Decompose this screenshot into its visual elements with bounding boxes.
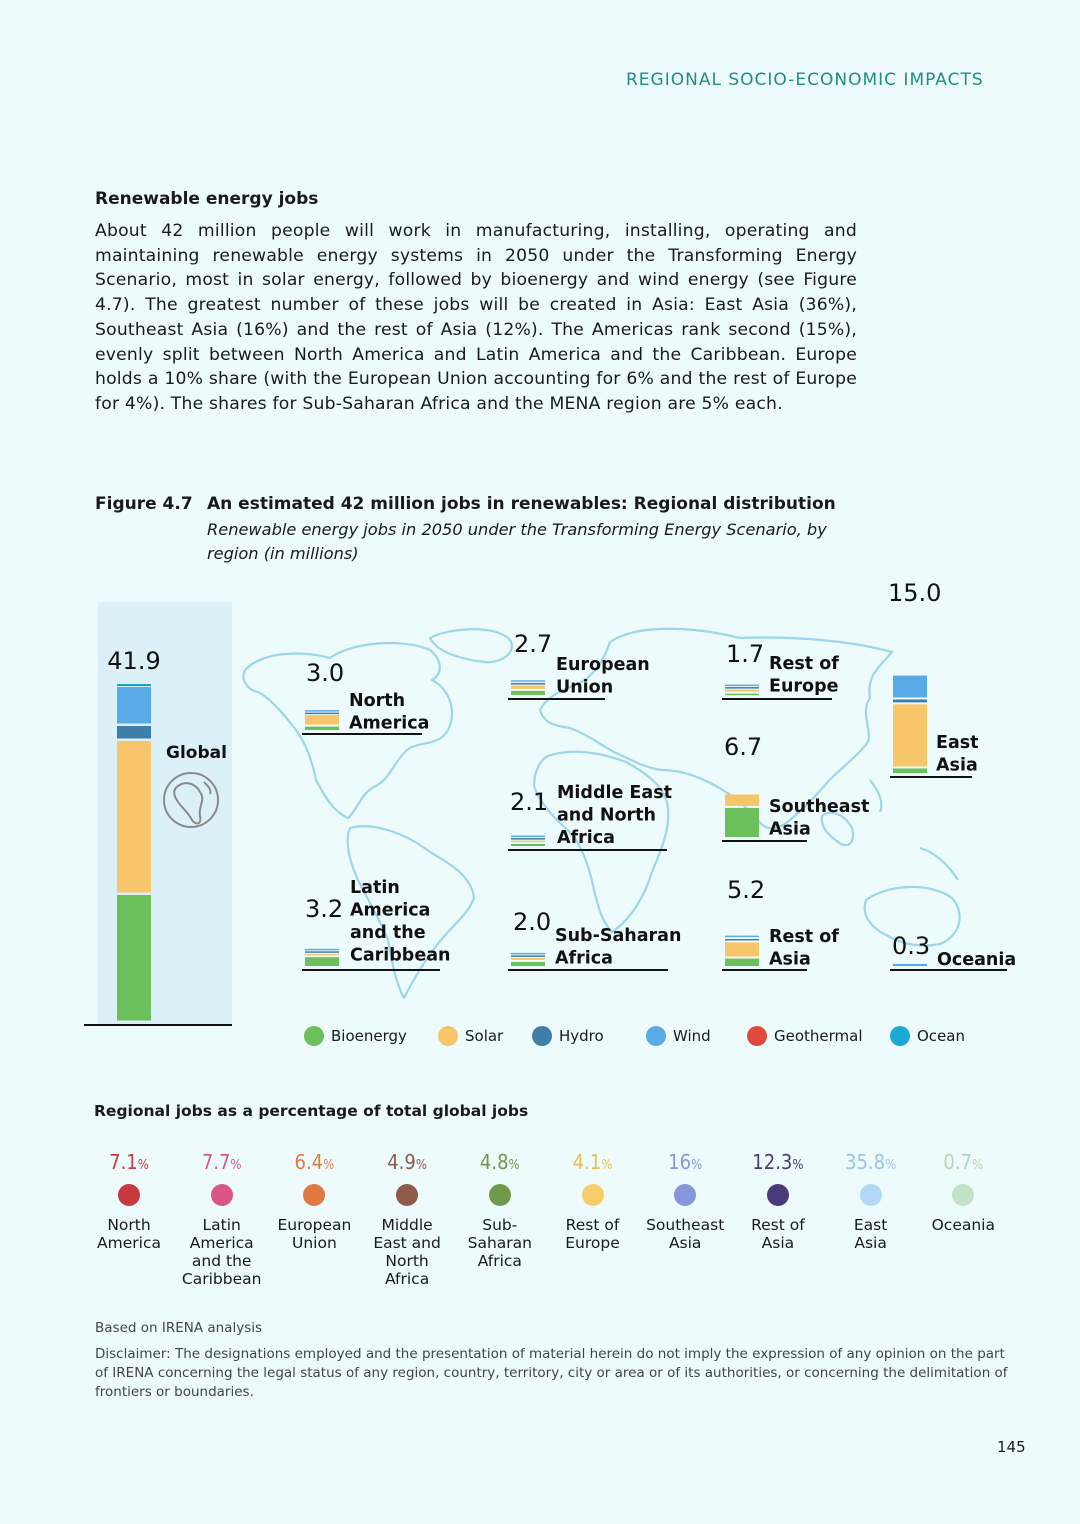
bar-segment-middle-east-and-north-africa-solar (511, 841, 545, 843)
total-label-european-union: 2.7 (514, 630, 553, 658)
bar-segment-sub-saharan-africa-wind (511, 953, 545, 955)
bar-segment-southeast-asia-bioenergy (725, 808, 759, 837)
region-label-latin-america-and-the-caribbean: Latin America and the Caribbean (350, 878, 451, 966)
legend-swatch-wind (646, 1026, 666, 1046)
percentage-item-rest-of-asia (731, 1150, 825, 1252)
global-total-label: 41.9 (107, 647, 161, 675)
figure-title: An estimated 42 million jobs in renewables: Regional distribution (207, 494, 836, 514)
percentage-row (82, 1150, 1080, 1300)
bar-segment-north-america-bioenergy (305, 727, 339, 730)
body-paragraph: About 42 million people will work in manufacturing, installing, operating and maintaining renewable energy systems in 2050 under the Transforming Energy Scenario, most in solar energy, followed by bioenergy and wind energy (see Figure 4.7). The greatest number of these jobs will be created in Asia: East Asia (36%), Southeast Asia (16%) and the rest of Asia (12%). The Americas rank second (15%), evenly split between North America and Latin America and the Caribbean. Europe holds a 10% share (with the European Union accounting for 6% and the rest of Europe for 4%). The shares for Sub-Saharan Africa and the MENA region are 5% each. (95, 221, 857, 414)
legend-item-hydro (532, 1026, 604, 1046)
percentage-value: 6.4% (294, 1150, 335, 1174)
percentage-item-rest-of-europe (546, 1150, 640, 1252)
percentage-region-name: Sub- Saharan Africa (467, 1216, 532, 1270)
total-label-north-america: 3.0 (306, 659, 345, 687)
legend-item-wind (646, 1026, 711, 1046)
percentage-dot (303, 1184, 325, 1206)
total-label-middle-east-and-north-africa: 2.1 (510, 788, 549, 816)
percentage-value: 12.3% (752, 1150, 804, 1174)
bar-segment-sub-saharan-africa-solar (511, 958, 545, 960)
bar-segment-global-wind (117, 687, 151, 724)
bar-segment-sub-saharan-africa-bioenergy (511, 962, 545, 966)
percentage-value: 16% (668, 1150, 703, 1174)
total-label-rest-of-asia: 5.2 (727, 876, 766, 904)
bar-segment-global-hydro (117, 726, 151, 739)
percentage-value: 7.7% (201, 1150, 242, 1174)
percentage-dot (674, 1184, 696, 1206)
percentage-region-name: Middle East and North Africa (373, 1216, 441, 1288)
region-label-rest-of-europe: Rest of Europe (769, 654, 839, 697)
percentage-value: 35.8% (845, 1150, 897, 1174)
bar-segment-latin-america-and-the-caribbean-bioenergy (305, 957, 339, 966)
figure-subtitle: Renewable energy jobs in 2050 under the Transforming Energy Scenario, by region (in millions) (207, 520, 827, 563)
percentage-value: 4.1% (572, 1150, 613, 1174)
legend-label-bioenergy: Bioenergy (331, 1027, 407, 1045)
bar-segment-rest-of-europe-wind (725, 685, 759, 687)
percentage-region-name: Rest of Europe (565, 1216, 620, 1252)
bar-segment-european-union-bioenergy (511, 691, 545, 695)
bar-segment-oceania-wind (893, 964, 927, 966)
bar-segment-east-asia-solar (893, 704, 927, 766)
source-note: Based on IRENA analysis (95, 1320, 263, 1336)
bar-segment-latin-america-and-the-caribbean-solar (305, 954, 339, 956)
region-label-east-asia: East Asia (936, 733, 979, 776)
bar-segment-east-asia-wind (893, 676, 927, 698)
bar-segment-sub-saharan-africa-hydro (511, 955, 545, 957)
percentage-value: 0.7% (943, 1150, 984, 1174)
percentage-item-middle-east-and-north-africa (360, 1150, 454, 1288)
region-label-european-union: European Union (556, 655, 650, 698)
percentage-region-name: Southeast Asia (646, 1216, 725, 1252)
legend-swatch-hydro (532, 1026, 552, 1046)
total-label-latin-america-and-the-caribbean: 3.2 (305, 895, 344, 923)
total-label-rest-of-europe: 1.7 (726, 640, 765, 668)
legend-swatch-bioenergy (304, 1026, 324, 1046)
legend-label-geothermal: Geothermal (774, 1027, 863, 1045)
bar-segment-rest-of-europe-solar (725, 690, 759, 692)
region-label-north-america: North America (349, 691, 430, 734)
bar-segment-rest-of-asia-solar (725, 942, 759, 956)
bar-segment-rest-of-asia-hydro (725, 939, 759, 941)
running-header: REGIONAL SOCIO-ECONOMIC IMPACTS (626, 70, 984, 90)
percentage-item-east-asia (824, 1150, 918, 1252)
percentage-item-sub-saharan-africa (453, 1150, 547, 1270)
legend-item-ocean (890, 1026, 965, 1046)
bar-segment-european-union-hydro (511, 683, 545, 685)
bar-segment-rest-of-asia-wind (725, 936, 759, 938)
percentage-dot (860, 1184, 882, 1206)
bar-segment-middle-east-and-north-africa-bioenergy (511, 844, 545, 846)
region-label-sub-saharan-africa: Sub-Saharan Africa (555, 926, 682, 969)
percentage-item-oceania (916, 1150, 1010, 1234)
bar-segment-global-geothermal (117, 685, 151, 686)
total-label-east-asia: 15.0 (888, 580, 942, 607)
region-label-middle-east-and-north-africa: Middle East and North Africa (557, 783, 672, 848)
bar-segment-east-asia-hydro (893, 699, 927, 702)
percentage-region-name: European Union (277, 1216, 352, 1252)
percentage-value: 7.1% (109, 1150, 149, 1174)
disclaimer: Disclaimer: The designations employed and the presentation of material herein do not imply the expression of any opinion on the part of IRENA concerning the legal status of any region, country, territory, city or area or of its authorities, or concerning the delimitation of frontiers or boundaries. (95, 1346, 1008, 1400)
legend-item-bioenergy (304, 1026, 407, 1046)
percentage-item-north-america (82, 1150, 176, 1252)
bar-segment-north-america-wind (305, 710, 339, 712)
legend-item-geothermal (747, 1026, 863, 1046)
percentage-region-name: North America (97, 1216, 161, 1252)
total-label-sub-saharan-africa: 2.0 (513, 908, 552, 936)
bar-segment-european-union-solar (511, 686, 545, 689)
legend-label-ocean: Ocean (917, 1027, 965, 1045)
percentage-section-title: Regional jobs as a percentage of total global jobs (94, 1102, 529, 1120)
bar-segment-north-america-hydro (305, 713, 339, 715)
percentage-region-name: East Asia (853, 1216, 888, 1252)
global-name-label: Global (166, 743, 227, 763)
bar-segment-east-asia-bioenergy (893, 768, 927, 773)
percentage-region-name: Oceania (931, 1216, 995, 1234)
bar-segment-european-union-wind (511, 680, 545, 682)
percentage-item-european-union (267, 1150, 361, 1252)
bar-segment-middle-east-and-north-africa-hydro (511, 838, 545, 840)
percentage-dot (396, 1184, 418, 1206)
percentage-value: 4.8% (479, 1150, 520, 1174)
legend-swatch-geothermal (747, 1026, 767, 1046)
bar-segment-rest-of-europe-bioenergy (725, 694, 759, 696)
bar-segment-latin-america-and-the-caribbean-wind (305, 949, 339, 951)
bar-segment-latin-america-and-the-caribbean-hydro (305, 951, 339, 953)
page-number: 145 (997, 1438, 1026, 1456)
legend-label-solar: Solar (465, 1027, 504, 1045)
percentage-value: 4.9% (387, 1150, 427, 1174)
bar-segment-southeast-asia-solar (725, 794, 759, 806)
percentage-dot (952, 1184, 974, 1206)
region-label-southeast-asia: Southeast Asia (769, 797, 870, 840)
legend-swatch-solar (438, 1026, 458, 1046)
legend-label-hydro: Hydro (559, 1027, 604, 1045)
figure-label: Figure 4.7 (95, 494, 193, 514)
percentage-dot (582, 1184, 604, 1206)
percentage-dot (767, 1184, 789, 1206)
bar-segment-rest-of-europe-hydro (725, 687, 759, 689)
regional-jobs-chart (0, 580, 1080, 1030)
bar-segment-middle-east-and-north-africa-wind (511, 836, 545, 838)
legend-swatch-ocean (890, 1026, 910, 1046)
percentage-dot (489, 1184, 511, 1206)
bar-segment-global-solar (117, 741, 151, 893)
region-label-rest-of-asia: Rest of Asia (769, 927, 839, 970)
percentage-item-latin-america-and-the-caribbean (175, 1150, 269, 1288)
bar-segment-global-bioenergy (117, 895, 151, 1021)
bar-segment-global-ocean (117, 684, 151, 685)
percentage-dot (118, 1184, 140, 1206)
percentage-region-name: Latin America and the Caribbean (181, 1216, 262, 1288)
total-label-oceania: 0.3 (892, 932, 931, 960)
legend-label-wind: Wind (673, 1027, 711, 1045)
percentage-item-southeast-asia (638, 1150, 732, 1252)
section-title: Renewable energy jobs (95, 189, 319, 209)
percentage-dot (211, 1184, 233, 1206)
percentage-region-name: Rest of Asia (751, 1216, 805, 1252)
region-label-oceania: Oceania (937, 950, 1017, 970)
legend-item-solar (438, 1026, 503, 1046)
bar-segment-north-america-solar (305, 715, 339, 724)
bar-segment-rest-of-asia-bioenergy (725, 959, 759, 966)
total-label-southeast-asia: 6.7 (724, 733, 763, 761)
